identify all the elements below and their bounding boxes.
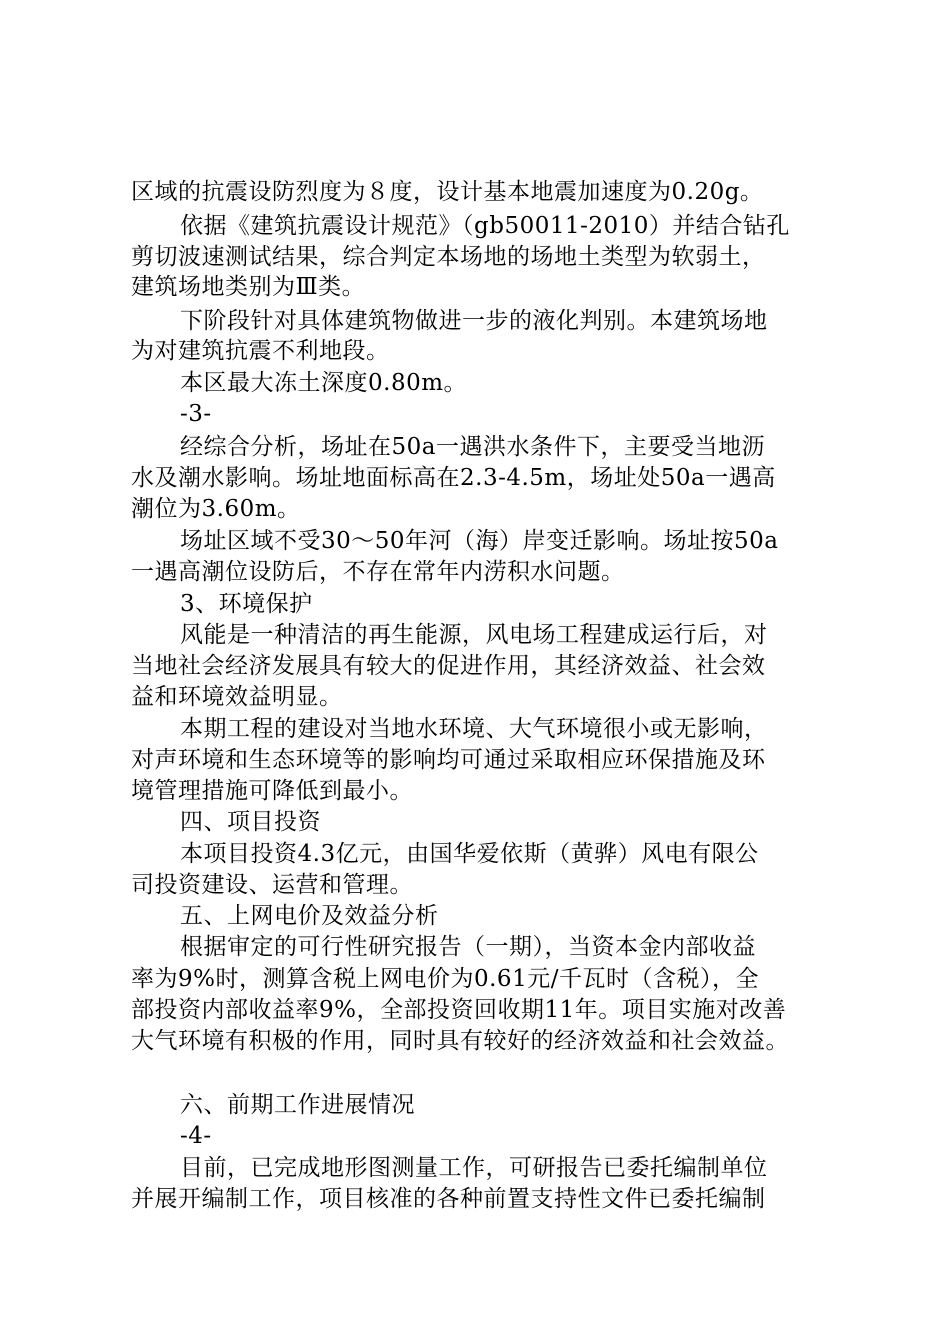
- text-line: 本项目投资4.3亿元，由国华爱依斯（黄骅）风电有限公: [180, 841, 759, 867]
- text-line: 剪切波速测试结果，综合判定本场地的场地土类型为软弱土，: [131, 244, 766, 270]
- text-line: 益和环境效益明显。: [131, 684, 343, 710]
- text-line: 潮位为3.60m。: [131, 496, 301, 522]
- section-heading: 四、项目投资: [180, 809, 321, 835]
- text-line: 经综合分析，场址在50a一遇洪水条件下，主要受当地沥: [180, 434, 765, 460]
- text-line: 司投资建设、运营和管理。: [131, 872, 413, 898]
- text-line: 一遇高潮位设防后，不存在常年内涝积水问题。: [131, 559, 625, 585]
- text-line: 部投资内部收益率9%，全部投资回收期11年。项目实施对改善: [131, 997, 787, 1023]
- text-line: 目前，已完成地形图测量工作，可研报告已委托编制单位: [180, 1155, 768, 1181]
- section-heading: 五、上网电价及效益分析: [180, 903, 439, 929]
- text-line: 境管理措施可降低到最小。: [131, 778, 413, 804]
- page-number: -4-: [180, 1123, 212, 1149]
- text-line: 建筑场地类别为Ⅲ类。: [131, 274, 366, 300]
- text-line: 下阶段针对具体建筑物做进一步的液化判别。本建筑场地: [180, 308, 768, 334]
- text-line: 场址区域不受30～50年河（海）岸变迁影响。场址按50a: [180, 528, 779, 554]
- text-line: 率为9%时，测算含税上网电价为0.61元/千瓦时（含税），全: [131, 966, 759, 992]
- text-line: 大气环境有积极的作用，同时具有较好的经济效益和社会效益。: [131, 1028, 789, 1054]
- text-line: 本期工程的建设对当地水环境、大气环境很小或无影响，: [180, 716, 768, 742]
- text-line: 当地社会经济发展具有较大的促进作用，其经济效益、社会效: [131, 653, 766, 679]
- text-line: 对声环境和生态环境等的影响均可通过采取相应环保措施及环: [131, 747, 766, 773]
- text-line: 区域的抗震设防烈度为８度，设计基本地震加速度为0.20g。: [131, 179, 764, 205]
- text-line: 水及潮水影响。场址地面标高在2.3-4.5m，场址处50a一遇高: [131, 465, 776, 491]
- text-line: 为对建筑抗震不利地段。: [131, 338, 390, 364]
- page-number: -3-: [180, 401, 212, 427]
- section-heading: 3、环境保护: [180, 591, 313, 617]
- text-line: 本区最大冻土深度0.80m。: [180, 370, 468, 396]
- section-heading: 六、前期工作进展情况: [180, 1092, 415, 1118]
- text-line: 根据审定的可行性研究报告（一期），当资本金内部收益: [180, 934, 756, 960]
- text-line: 依据《建筑抗震设计规范》（gb50011-2010）并结合钻孔: [180, 213, 790, 239]
- text-line: 并展开编制工作，项目核准的各种前置支持性文件已委托编制: [131, 1186, 766, 1212]
- text-line: 风能是一种清洁的再生能源，风电场工程建成运行后，对: [180, 622, 768, 648]
